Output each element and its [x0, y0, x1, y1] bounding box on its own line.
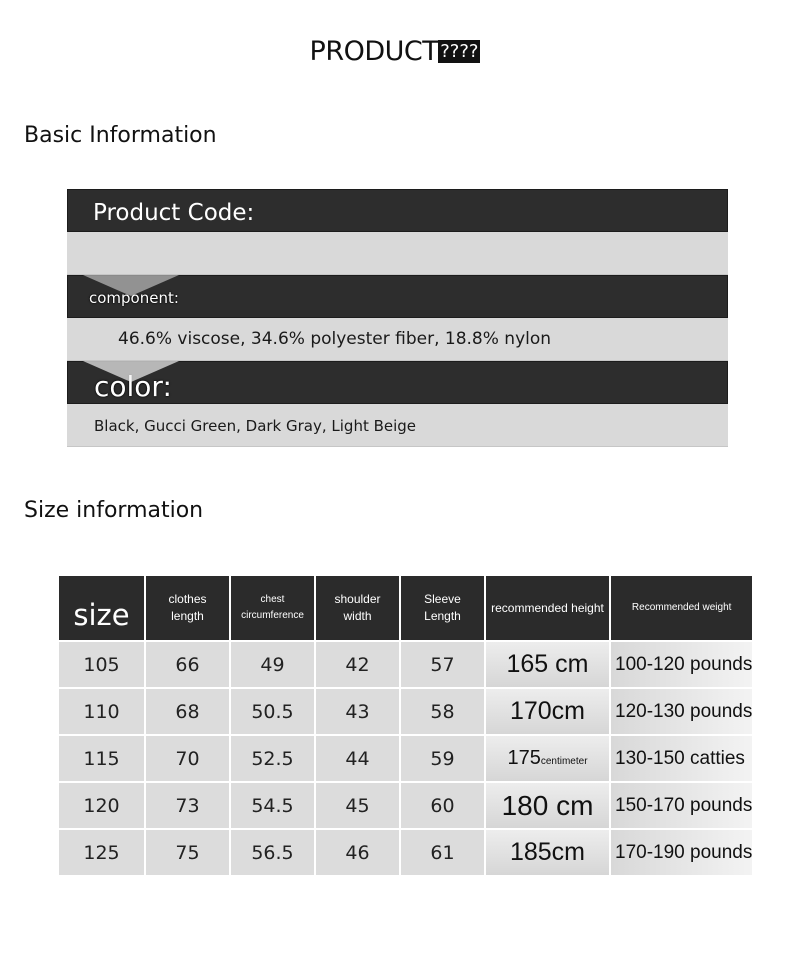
cell-shoulder: 44: [315, 735, 400, 782]
header-chest: [230, 576, 315, 641]
height-value: 180 cm: [501, 789, 594, 821]
header-size: [59, 576, 145, 641]
cell-height: [485, 735, 610, 782]
table-row: [59, 641, 753, 688]
header-sleeve-length: [400, 576, 485, 641]
header-recommended-weight: [610, 576, 753, 641]
cell-chest: 49: [230, 641, 315, 688]
cell-height: [485, 688, 610, 735]
color-label: color:: [94, 370, 172, 403]
height-value: 185cm: [509, 838, 586, 866]
cell-sleeve: 61: [400, 829, 485, 876]
color-value-row: [67, 404, 728, 447]
color-value: Black, Gucci Green, Dark Gray, Light Beige: [94, 417, 417, 435]
cell-clothes-length: 66: [145, 641, 230, 688]
header-line2: circumference: [241, 610, 304, 621]
decorative-mark: [83, 275, 179, 296]
header-shoulder-width: [315, 576, 400, 641]
product-code-label: Product Code:: [93, 200, 255, 226]
cell-shoulder: 42: [315, 641, 400, 688]
cell-size: 115: [59, 735, 145, 782]
component-value: 46.6% viscose, 34.6% polyester fiber, 18.8% nylon: [118, 329, 552, 349]
header-line1: recommended height: [491, 600, 604, 615]
cell-height: [485, 782, 610, 829]
cell-sleeve: 59: [400, 735, 485, 782]
cell-chest: 52.5: [230, 735, 315, 782]
table-row: [59, 782, 753, 829]
component-value-row: [67, 318, 728, 361]
header-line1: Sleeve: [424, 592, 461, 606]
height-unit: centimeter: [540, 756, 588, 767]
header-line1: shoulder: [334, 592, 381, 606]
cell-clothes-length: 73: [145, 782, 230, 829]
cell-height: [485, 829, 610, 876]
component-label: component:: [89, 289, 179, 307]
cell-sleeve: 60: [400, 782, 485, 829]
cell-chest: 56.5: [230, 829, 315, 876]
cell-clothes-length: 70: [145, 735, 230, 782]
header-line1: Recommended weight: [631, 602, 732, 613]
cell-weight: 170-190 pounds: [610, 829, 753, 876]
size-table: [59, 576, 754, 877]
product-code-value-row: [67, 232, 728, 275]
table-row: [59, 829, 753, 876]
header-clothes-length: [145, 576, 230, 641]
height-value: 170cm: [509, 697, 586, 725]
basic-info-heading: Basic Information: [24, 123, 217, 148]
cell-weight: 120-130 pounds: [610, 688, 753, 735]
cell-weight: 130-150 catties: [610, 735, 753, 782]
header-recommended-height: [485, 576, 610, 641]
cell-shoulder: 45: [315, 782, 400, 829]
height-value: 165 cm: [506, 650, 589, 678]
header-size-label: size: [73, 597, 130, 632]
size-info-heading: Size information: [24, 498, 204, 523]
basic-info-block: [67, 189, 728, 447]
header-line2: width: [343, 609, 372, 623]
cell-sleeve: 57: [400, 641, 485, 688]
cell-chest: 50.5: [230, 688, 315, 735]
cell-weight: 150-170 pounds: [610, 782, 753, 829]
header-line2: length: [171, 609, 204, 623]
decorative-mark: [83, 361, 179, 382]
table-row: [59, 688, 753, 735]
cell-chest: 54.5: [230, 782, 315, 829]
table-row: [59, 735, 753, 782]
header-line1: chest: [260, 594, 285, 605]
cell-sleeve: 58: [400, 688, 485, 735]
cell-size: 105: [59, 641, 145, 688]
cell-clothes-length: 68: [145, 688, 230, 735]
size-table-header-row: [59, 576, 753, 641]
page-title-text: PRODUCT: [309, 36, 439, 67]
cell-weight: 100-120 pounds: [610, 641, 753, 688]
cell-clothes-length: 75: [145, 829, 230, 876]
cell-height: [485, 641, 610, 688]
cell-shoulder: 46: [315, 829, 400, 876]
cell-size: 125: [59, 829, 145, 876]
header-line1: clothes: [168, 592, 207, 606]
cell-size: 110: [59, 688, 145, 735]
height-value: 175: [507, 747, 541, 769]
page-title: [0, 36, 790, 67]
page-title-glyphs: ????: [440, 41, 479, 62]
cell-shoulder: 43: [315, 688, 400, 735]
cell-size: 120: [59, 782, 145, 829]
header-line2: Length: [424, 609, 461, 623]
product-code-row: [67, 189, 728, 232]
